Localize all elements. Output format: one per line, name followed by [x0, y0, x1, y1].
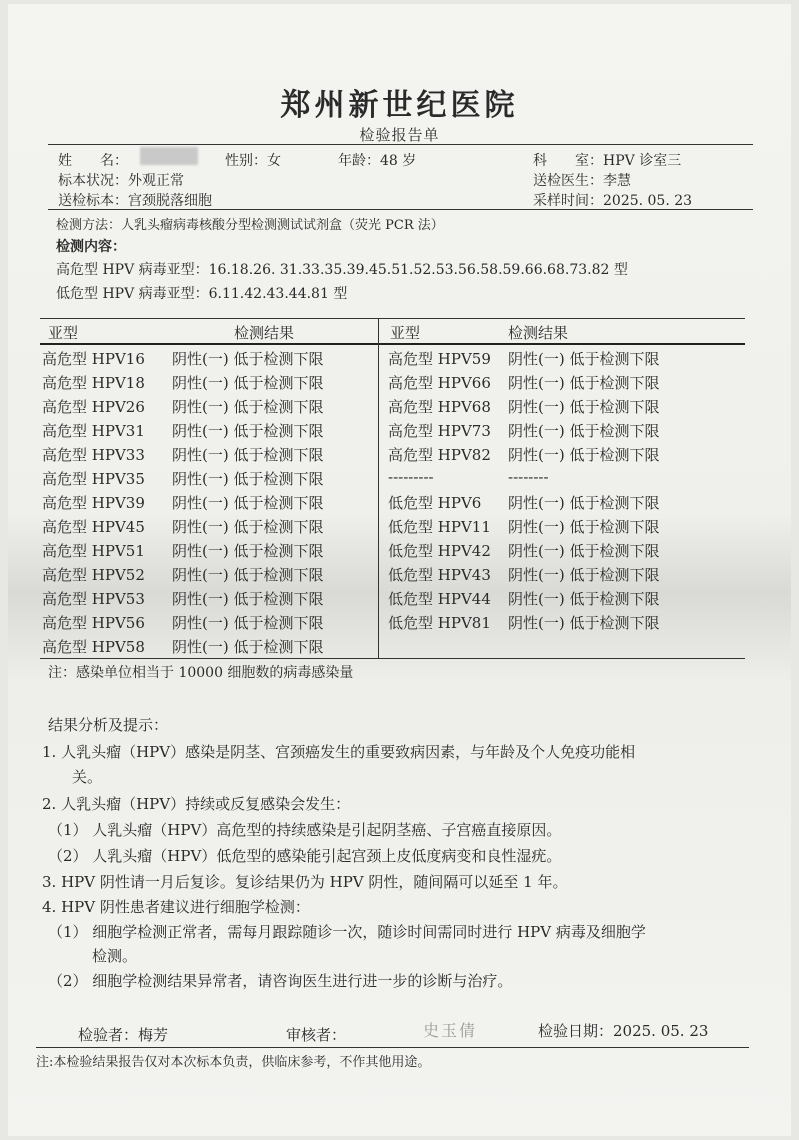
patient-age: 年龄：48 岁 [338, 153, 417, 169]
subtype-cell: 高危型 HPV45 [42, 518, 145, 536]
analysis-line: 3. HPV 阴性请一月后复诊。复诊结果仍为 HPV 阴性，随间隔可以延至 1 年。 [42, 873, 568, 891]
result-cell: 阴性(一) 低于检测下限 [172, 446, 324, 464]
result-cell: 阴性(一) 低于检测下限 [172, 518, 324, 536]
analysis-line: （1） 人乳头瘤（HPV）高危型的持续感染是引起阴茎癌、子宫癌直接原因。 [48, 821, 562, 839]
header-subtype-right: 亚型 [390, 324, 421, 342]
doctor: 送检医生：李慧 [533, 173, 631, 189]
subtype-cell: 高危型 HPV73 [388, 422, 491, 440]
high-risk-subtypes: 高危型 HPV 病毒亚型：16.18.26. 31.33.35.39.45.51.52.53.56.58.59.66.68.73.82 型 [56, 262, 628, 278]
separator-cell: -------- [508, 468, 549, 486]
reviewer-label: 审核者： [286, 1026, 347, 1044]
inspection-date: 检验日期：2025. 05. 23 [538, 1022, 709, 1040]
header-result-left: 检测结果 [234, 324, 295, 342]
result-cell: 阴性(一) 低于检测下限 [508, 614, 660, 632]
result-cell: 阴性(一) 低于检测下限 [508, 566, 660, 584]
header-result-right: 检测结果 [508, 324, 569, 342]
analysis-line: （2） 人乳头瘤（HPV）低危型的感染能引起宫颈上皮低度病变和良性湿疣。 [48, 847, 562, 865]
subtype-cell: 高危型 HPV53 [42, 590, 145, 608]
subtype-cell: 高危型 HPV16 [42, 350, 145, 368]
low-risk-subtypes: 低危型 HPV 病毒亚型：6.11.42.43.44.81 型 [56, 286, 348, 302]
subtype-cell: 高危型 HPV68 [388, 398, 491, 416]
result-cell: 阴性(一) 低于检测下限 [508, 542, 660, 560]
analysis-line: 1. 人乳头瘤（HPV）感染是阴茎、宫颈癌发生的重要致病因素，与年龄及个人免疫功能相 [42, 743, 636, 761]
result-cell: 阴性(一) 低于检测下限 [508, 518, 660, 536]
subtype-cell: 高危型 HPV52 [42, 566, 145, 584]
report-title: 检验报告单 [359, 126, 440, 144]
result-cell: 阴性(一) 低于检测下限 [172, 350, 324, 368]
result-cell: 阴性(一) 低于检测下限 [508, 590, 660, 608]
subtype-cell: 高危型 HPV82 [388, 446, 491, 464]
subtype-cell: 高危型 HPV35 [42, 470, 145, 488]
result-cell: 阴性(一) 低于检测下限 [172, 542, 324, 560]
analysis-line: 关。 [72, 768, 103, 786]
result-cell: 阴性(一) 低于检测下限 [508, 494, 660, 512]
header-subtype-left: 亚型 [48, 324, 79, 342]
redacted-name [140, 147, 198, 165]
test-content-label: 检测内容： [56, 239, 126, 255]
result-cell: 阴性(一) 低于检测下限 [508, 350, 660, 368]
subtype-cell: 低危型 HPV81 [388, 614, 491, 632]
subtype-cell: 高危型 HPV56 [42, 614, 145, 632]
separator-cell: --------- [388, 468, 434, 486]
result-cell: 阴性(一) 低于检测下限 [172, 566, 324, 584]
subtype-cell: 高危型 HPV26 [42, 398, 145, 416]
subtype-cell: 高危型 HPV58 [42, 638, 145, 656]
subtype-cell: 高危型 HPV66 [388, 374, 491, 392]
table-top-border [40, 318, 745, 319]
result-cell: 阴性(一) 低于检测下限 [508, 422, 660, 440]
patient-name-label: 姓 名： [58, 153, 128, 169]
hospital-name: 郑州新世纪医院 [280, 88, 519, 123]
subtype-cell: 高危型 HPV39 [42, 494, 145, 512]
result-cell: 阴性(一) 低于检测下限 [172, 470, 324, 488]
footer-divider [36, 1047, 749, 1048]
reviewer-signature: 史玉倩 [423, 1021, 478, 1040]
table-note: 注：感染单位相当于 10000 细胞数的病毒感染量 [48, 665, 354, 681]
result-cell: 阴性(一) 低于检测下限 [172, 374, 324, 392]
result-cell: 阴性(一) 低于检测下限 [172, 590, 324, 608]
sample-time: 采样时间：2025. 05. 23 [533, 193, 693, 209]
result-cell: 阴性(一) 低于检测下限 [508, 446, 660, 464]
subtype-cell: 高危型 HPV51 [42, 542, 145, 560]
result-cell: 阴性(一) 低于检测下限 [172, 422, 324, 440]
report-paper [8, 4, 791, 1136]
table-bottom-border [40, 658, 745, 659]
table-header-border [40, 343, 745, 345]
specimen-type: 送检标本：宫颈脱落细胞 [58, 193, 212, 209]
table-center-divider [378, 318, 379, 658]
analysis-line: 2. 人乳头瘤（HPV）持续或反复感染会发生： [42, 795, 351, 813]
result-cell: 阴性(一) 低于检测下限 [172, 638, 324, 656]
subtype-cell: 高危型 HPV59 [388, 350, 491, 368]
result-cell: 阴性(一) 低于检测下限 [172, 398, 324, 416]
analysis-line: 4. HPV 阴性患者建议进行细胞学检测： [42, 898, 310, 916]
result-cell: 阴性(一) 低于检测下限 [172, 614, 324, 632]
analysis-line: （1） 细胞学检测正常者，需每月跟踪随诊一次，随诊时间需同时进行 HPV 病毒及细胞学 [48, 923, 646, 941]
disclaimer: 注:本检验结果报告仅对本次标本负责，供临床参考，不作其他用途。 [36, 1055, 431, 1070]
specimen-status: 标本状况：外观正常 [58, 173, 184, 189]
analysis-line: （2） 细胞学检测结果异常者，请咨询医生进行进一步的诊断与治疗。 [48, 972, 513, 990]
patient-gender: 性别：女 [225, 153, 281, 169]
subtype-cell: 高危型 HPV33 [42, 446, 145, 464]
subtype-cell: 高危型 HPV18 [42, 374, 145, 392]
test-method: 检测方法：人乳头瘤病毒核酸分型检测测试试剂盒（荧光 PCR 法） [56, 218, 444, 233]
result-cell: 阴性(一) 低于检测下限 [508, 374, 660, 392]
patient-dept: 科 室：HPV 诊室三 [533, 153, 682, 169]
subtype-cell: 高危型 HPV31 [42, 422, 145, 440]
inspector: 检验者：梅芳 [78, 1026, 169, 1044]
result-cell: 阴性(一) 低于检测下限 [508, 398, 660, 416]
subtype-cell: 低危型 HPV44 [388, 590, 491, 608]
subtype-cell: 低危型 HPV6 [388, 494, 482, 512]
analysis-line: 检测。 [92, 947, 138, 965]
info-divider [48, 209, 753, 210]
subtype-cell: 低危型 HPV42 [388, 542, 491, 560]
subtype-cell: 低危型 HPV11 [388, 518, 491, 536]
analysis-heading: 结果分析及提示： [48, 716, 169, 734]
subtype-cell: 低危型 HPV43 [388, 566, 491, 584]
header-divider [48, 144, 753, 145]
result-cell: 阴性(一) 低于检测下限 [172, 494, 324, 512]
